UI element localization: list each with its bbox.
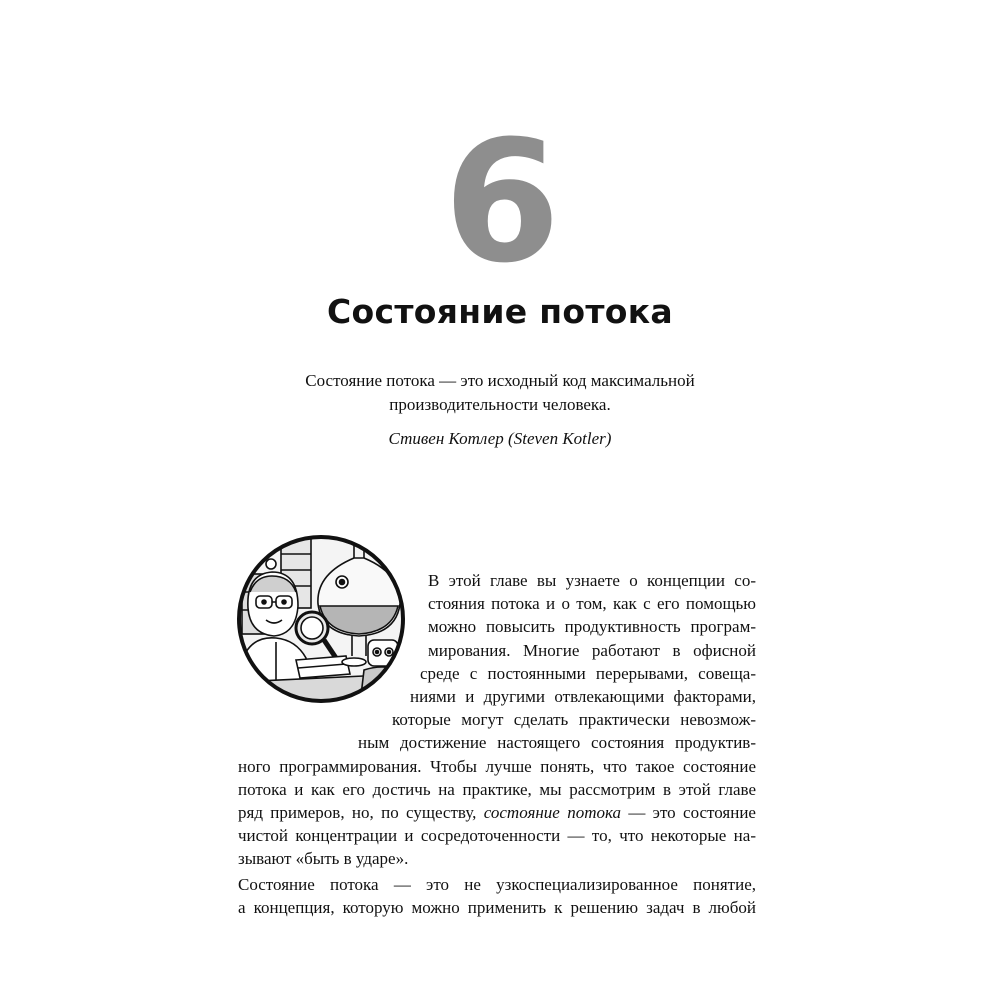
text-line: зывают «быть в ударе». bbox=[238, 849, 409, 869]
text-line: стояния потока и о том, как с его помощью bbox=[428, 594, 756, 614]
text-line: среде с постоянными перерывами, совеща- bbox=[420, 663, 756, 683]
text-line: мирования. Многие работают в офисной bbox=[428, 640, 756, 660]
chapter-title: Состояние потока bbox=[327, 292, 673, 331]
emphasis-term: состояние потока bbox=[483, 802, 621, 822]
text-line: потока и как его достичь на практике, мы рассмотрим в этой главе bbox=[238, 779, 756, 799]
text-line: ным достижение настоящего состояния продуктив- bbox=[358, 733, 756, 753]
epigraph-line: Состояние потока — это исходный код максимальной bbox=[305, 371, 695, 390]
text-line bbox=[238, 801, 756, 824]
text-line: Состояние потока — это не узкоспециализированное понятие, bbox=[238, 875, 756, 894]
text-line: которые могут сделать практически невозмож- bbox=[392, 710, 756, 730]
paragraph-2 bbox=[238, 873, 756, 919]
epigraph-line: производительности человека. bbox=[389, 395, 611, 414]
text-line: В этой главе вы узнаете о концепции со- bbox=[428, 571, 756, 590]
chapter-number: 6 bbox=[443, 104, 557, 300]
text-line: ного программирования. Чтобы лучше понять, что такое состояние bbox=[238, 756, 756, 776]
paragraph-1 bbox=[0, 569, 1000, 870]
text-line: можно повысить продуктивность програм- bbox=[428, 617, 756, 637]
epigraph-author: Стивен Котлер (Steven Kotler) bbox=[388, 429, 612, 448]
text-line: ниями и другими отвлекающими факторами, bbox=[410, 686, 756, 706]
epigraph bbox=[255, 369, 745, 417]
text-line: а концепция, которую можно применить к решению задач в любой bbox=[238, 898, 756, 918]
text-fragment: — это состояние bbox=[628, 802, 756, 822]
text-fragment: ряд примеров, но, по существу, bbox=[238, 802, 477, 822]
text-line: чистой концентрации и сосредоточенности — то, что некоторые на- bbox=[238, 826, 756, 846]
